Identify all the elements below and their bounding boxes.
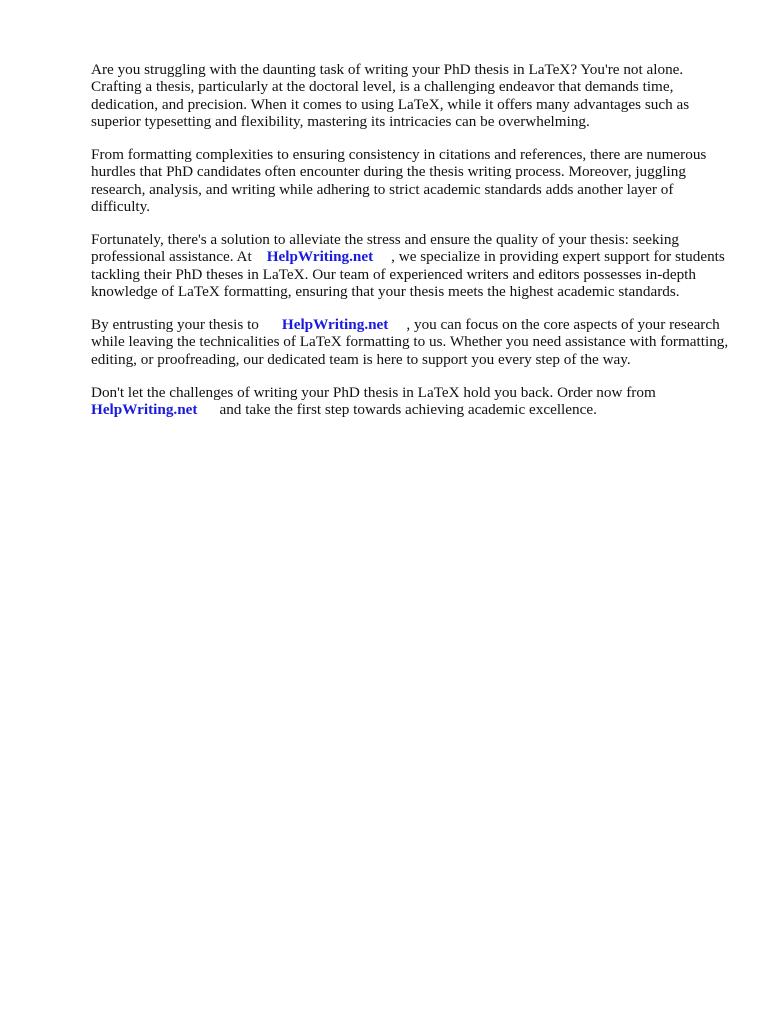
paragraph-entrusting-text-after: , you can focus on the core aspects of your research while leaving the technicalities of LaTeX formatting to us. Whether you need assistance with formatting, editing, or proofreading, our dedicated team is here to support you every step of the way. bbox=[91, 316, 729, 368]
document-page bbox=[91, 61, 731, 434]
helpwriting-link-3[interactable]: HelpWriting.net bbox=[91, 401, 198, 419]
paragraph-entrusting bbox=[91, 316, 731, 368]
paragraph-solution bbox=[91, 231, 731, 301]
paragraph-order-text-after: and take the first step towards achieving academic excellence. bbox=[219, 401, 597, 419]
paragraph-order-text-before: Don't let the challenges of writing your PhD thesis in LaTeX hold you back. Order now from bbox=[91, 383, 656, 401]
paragraph-order bbox=[91, 384, 731, 419]
paragraph-intro-text: Are you struggling with the daunting task of writing your PhD thesis in LaTeX? You're not alone. Crafting a thesis, particularly at the doctoral level, is a challenging endeavor that demands time, dedication, and precision. When it comes to using LaTeX, while it offers many advantages such as superior typesetting and flexibility, mastering its intricacies can be overwhelming. bbox=[91, 61, 690, 131]
paragraph-entrusting-text-before: By entrusting your thesis to bbox=[91, 316, 259, 334]
paragraph-intro bbox=[91, 61, 731, 131]
paragraph-solution-text-before: Fortunately, there's a solution to alleviate the stress and ensure the quality of your thesis: seeking professional assistance. At bbox=[91, 231, 680, 266]
helpwriting-link-2[interactable]: HelpWriting.net bbox=[281, 316, 389, 334]
helpwriting-link-1[interactable]: HelpWriting.net bbox=[266, 248, 374, 266]
paragraph-solution-text-after: , we specialize in providing expert support for students tackling their PhD theses in LaTeX. Our team of experienced writers and editors possesses in-depth knowledge of LaTeX formatting, ensuring that your thesis meets the highest academic standards. bbox=[91, 248, 725, 301]
paragraph-hurdles-text: From formatting complexities to ensuring consistency in citations and references, there are numerous hurdles that PhD candidates often encounter during the thesis writing process. Moreover, juggling research, analysis, and writing while adhering to strict academic standards adds another layer of difficulty. bbox=[91, 146, 707, 216]
paragraph-hurdles bbox=[91, 146, 731, 216]
